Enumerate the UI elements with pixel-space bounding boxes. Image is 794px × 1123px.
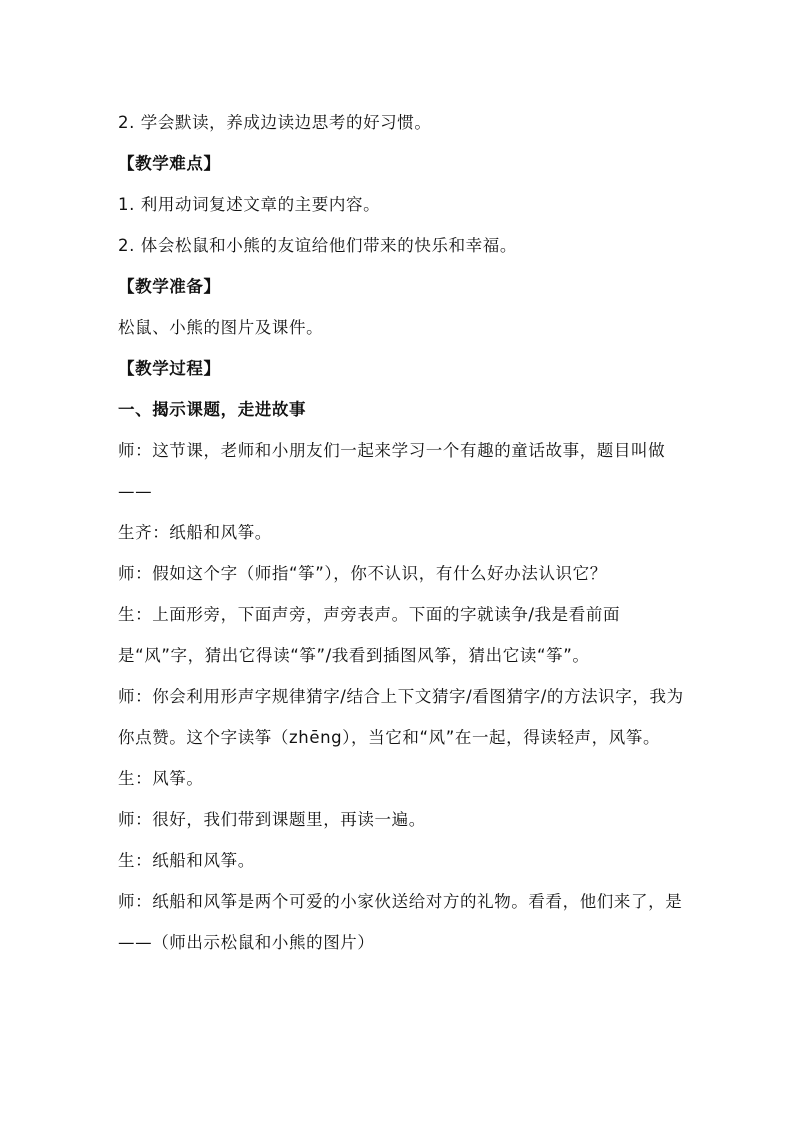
dialogue-paragraph: 生：纸船和风筝。	[118, 851, 255, 870]
section-heading: 【教学过程】	[118, 359, 221, 378]
dialogue-paragraph: 师：这节课，老师和小朋友们一起来学习一个有趣的童话故事，题目叫做——	[118, 441, 666, 501]
paragraph: 2. 体会松鼠和小熊的友谊给他们带来的快乐和幸福。	[118, 236, 517, 255]
dialogue-paragraph: 师：假如这个字（师指“筝”），你不认识，有什么好办法认识它？	[118, 564, 607, 583]
dialogue-paragraph: 生齐：纸船和风筝。	[118, 523, 272, 542]
dialogue-paragraph: 生：风筝。	[118, 769, 204, 788]
subsection-heading: 一、揭示课题，走进故事	[118, 400, 307, 419]
dialogue-paragraph: 师：纸船和风筝是两个可爱的小家伙送给对方的礼物。看看，他们来了，是——（师出示松鼠和小熊的图片）	[118, 892, 683, 952]
paragraph: 1. 利用动词复述文章的主要内容。	[118, 195, 381, 214]
section-heading: 【教学准备】	[118, 277, 221, 296]
dialogue-paragraph: 师：很好，我们带到课题里，再读一遍。	[118, 810, 426, 829]
paragraph: 松鼠、小熊的图片及课件。	[118, 318, 324, 337]
section-heading: 【教学难点】	[118, 154, 221, 173]
dialogue-paragraph: 师：你会利用形声字规律猜字/结合上下文猜字/看图猜字/的方法识字，我为你点赞。这个字读筝（zhēng），当它和“风”在一起，得读轻声，风筝。	[118, 687, 684, 747]
document-body	[118, 102, 684, 963]
paragraph: 2. 学会默读，养成边读边思考的好习惯。	[118, 113, 432, 132]
dialogue-paragraph: 生：上面形旁，下面声旁，声旁表声。下面的字就读争/我是看前面是“风”字，猜出它得读“筝”/我看到插图风筝，猜出它读“筝”。	[118, 605, 621, 665]
